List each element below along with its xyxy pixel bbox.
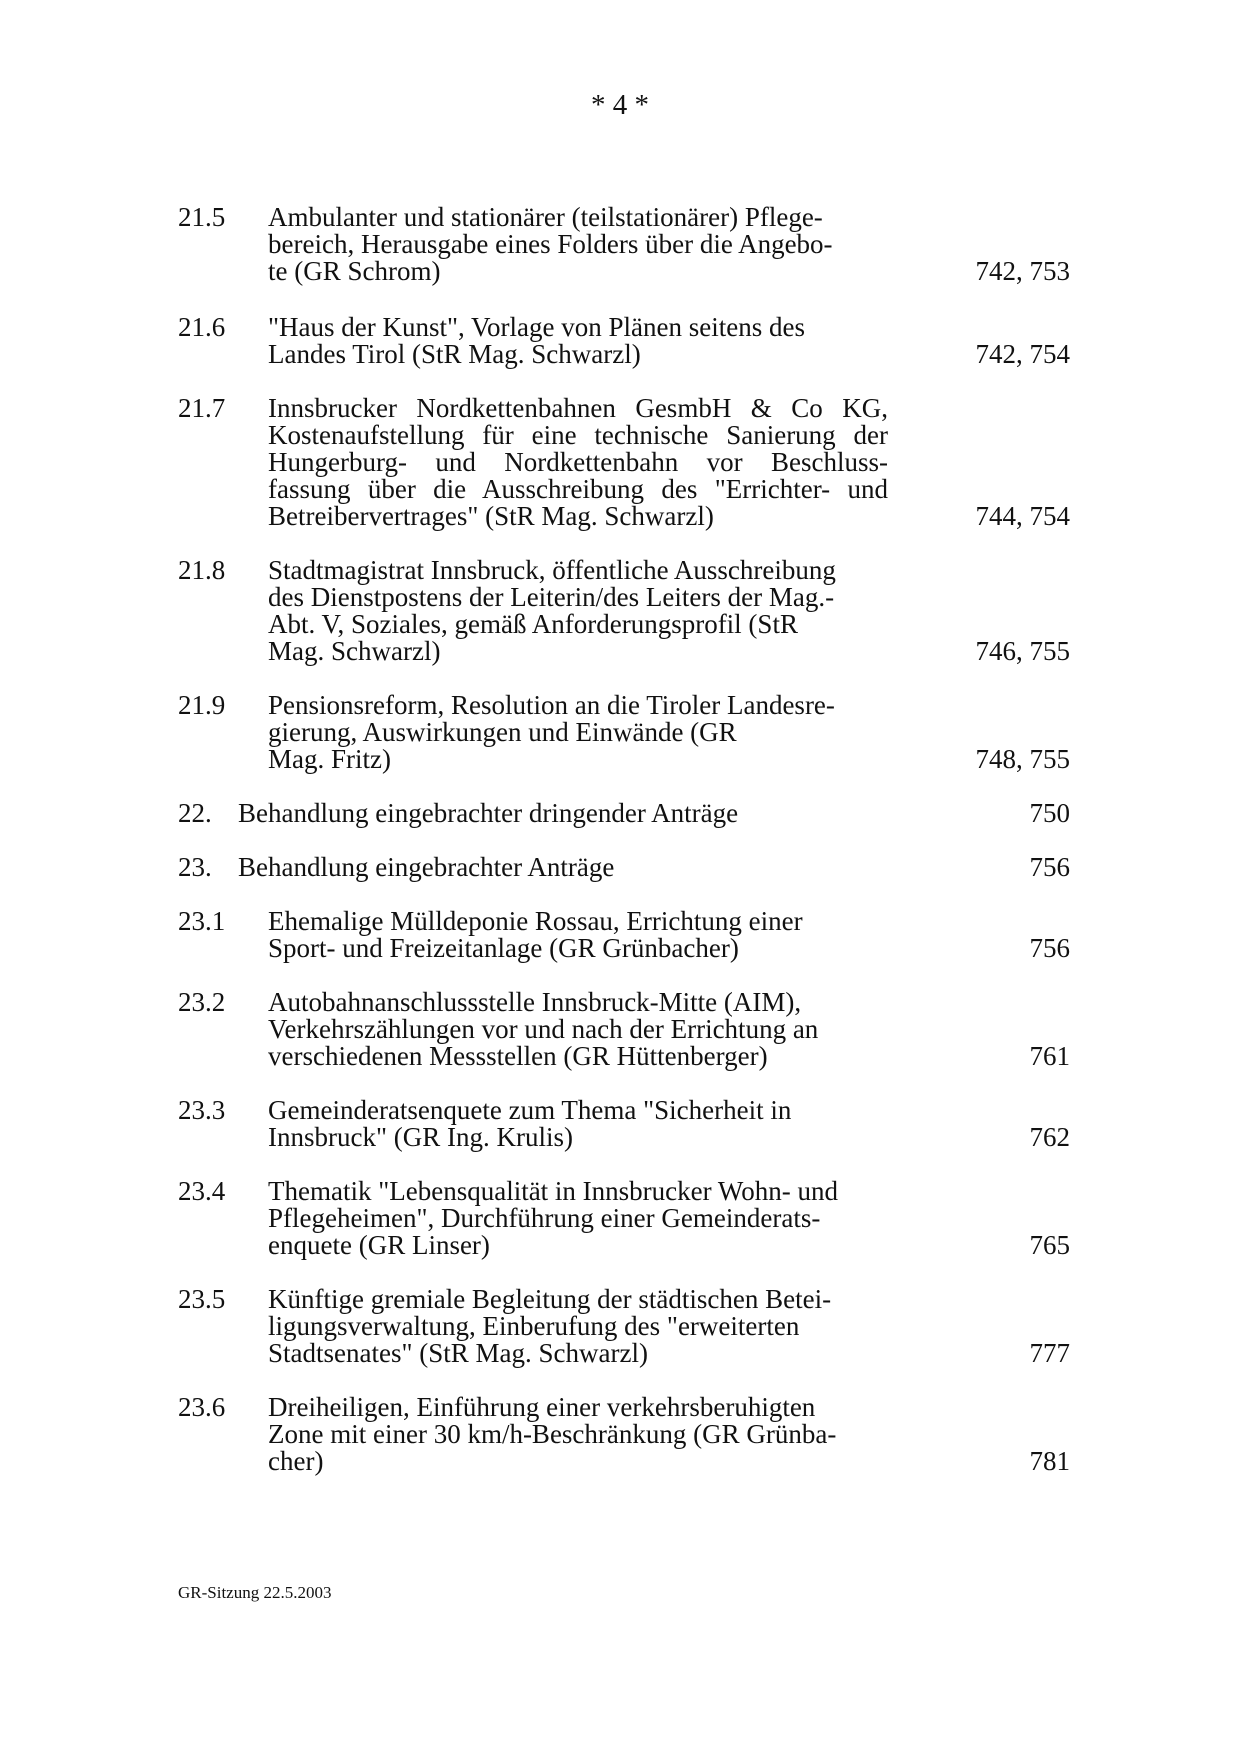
entry-text — [238, 800, 858, 827]
entry-line: fassung über die Ausschreibung des "Errichter- und — [268, 474, 888, 504]
entry-line: Künftige gremiale Begleitung der städtischen Betei- — [268, 1284, 832, 1314]
entry-pages: 756 — [1029, 852, 1070, 882]
toc-entry-23-3 — [178, 1097, 1070, 1151]
entry-number: 22. — [178, 798, 212, 828]
entry-number: 21.6 — [178, 312, 226, 342]
entry-number: 21.9 — [178, 690, 226, 720]
entry-line: Stadtmagistrat Innsbruck, öffentliche Ausschreibung — [268, 555, 836, 585]
entry-line: Mag. Schwarzl) — [268, 636, 441, 666]
toc-entry-21-6 — [178, 314, 1070, 368]
entry-line: enquete (GR Linser) — [268, 1230, 490, 1260]
entry-pages: 746, 755 — [975, 636, 1070, 666]
entry-pages: 750 — [1029, 798, 1070, 828]
entry-line: te (GR Schrom) — [268, 256, 441, 286]
entry-pages: 748, 755 — [975, 744, 1070, 774]
entry-line: Ambulanter und stationärer (teilstationärer) Pflege- — [268, 202, 823, 232]
entry-line: Verkehrszählungen vor und nach der Errichtung an — [268, 1014, 819, 1044]
entry-text — [268, 1097, 888, 1151]
entry-number: 21.8 — [178, 555, 226, 585]
entry-text — [268, 1178, 888, 1259]
entry-text — [238, 854, 858, 881]
entry-number: 23.3 — [178, 1095, 226, 1125]
toc-entry-23-5 — [178, 1286, 1070, 1367]
entry-line: Innsbrucker Nordkettenbahnen GesmbH & Co KG, — [268, 393, 888, 423]
entry-pages: 781 — [1029, 1446, 1070, 1476]
entry-text — [268, 314, 888, 368]
page-number: * 4 * — [591, 89, 649, 121]
entry-line: Pensionsreform, Resolution an die Tiroler Landesre- — [268, 690, 835, 720]
toc-entry-21-8 — [178, 557, 1070, 665]
entry-line: Dreiheiligen, Einführung einer verkehrsberuhigten — [268, 1392, 816, 1422]
entry-line: Ehemalige Mülldeponie Rossau, Errichtung einer — [268, 906, 803, 936]
toc-entry-21-7 — [178, 395, 1070, 530]
entry-text — [268, 204, 888, 285]
entry-pages: 761 — [1029, 1041, 1070, 1071]
entry-line: "Haus der Kunst", Vorlage von Plänen seitens des — [268, 312, 805, 342]
entry-number: 21.5 — [178, 202, 226, 232]
entry-number: 21.7 — [178, 393, 226, 423]
toc-entry-23-6 — [178, 1394, 1070, 1475]
entry-number: 23.2 — [178, 987, 226, 1017]
entry-pages: 777 — [1029, 1338, 1070, 1368]
entry-line: bereich, Herausgabe eines Folders über die Angebo- — [268, 229, 833, 259]
entry-pages: 742, 754 — [975, 339, 1070, 369]
entry-line: Abt. V, Soziales, gemäß Anforderungsprofil (StR — [268, 609, 798, 639]
entry-line: Kostenaufstellung für eine technische Sanierung der — [268, 420, 888, 450]
entry-text — [268, 692, 888, 773]
entry-line: Innsbruck" (GR Ing. Krulis) — [268, 1122, 573, 1152]
entry-line: Zone mit einer 30 km/h-Beschränkung (GR Grünba- — [268, 1419, 837, 1449]
entry-line: gierung, Auswirkungen und Einwände (GR — [268, 717, 737, 747]
toc-entry-23 — [178, 854, 1070, 881]
entry-number: 23.5 — [178, 1284, 226, 1314]
toc-entry-23-4 — [178, 1178, 1070, 1259]
entry-pages: 762 — [1029, 1122, 1070, 1152]
toc-entry-21-5 — [178, 204, 1070, 285]
entry-number: 23.4 — [178, 1176, 226, 1206]
toc-entry-22 — [178, 800, 1070, 827]
entry-pages: 744, 754 — [975, 501, 1070, 531]
entry-pages: 765 — [1029, 1230, 1070, 1260]
entry-pages: 756 — [1029, 933, 1070, 963]
entry-line: Thematik "Lebensqualität in Innsbrucker Wohn- und — [268, 1176, 838, 1206]
entry-line: verschiedenen Messstellen (GR Hüttenberger) — [268, 1041, 768, 1071]
entry-line: cher) — [268, 1446, 324, 1476]
entry-text — [268, 1286, 888, 1367]
toc-entry-21-9 — [178, 692, 1070, 773]
entry-line: Sport- und Freizeitanlage (GR Grünbacher) — [268, 933, 739, 963]
entry-line: Pflegeheimen", Durchführung einer Gemeinderats- — [268, 1203, 821, 1233]
entry-line: Hungerburg- und Nordkettenbahn vor Beschluss- — [268, 447, 888, 477]
entry-text — [268, 557, 888, 665]
entry-line: Betreibervertrages" (StR Mag. Schwarzl) — [268, 501, 714, 531]
entry-line: ligungsverwaltung, Einberufung des "erweiterten — [268, 1311, 800, 1341]
entry-line: Behandlung eingebrachter dringender Anträge — [238, 798, 739, 828]
entry-text — [268, 908, 888, 962]
entry-line: Behandlung eingebrachter Anträge — [238, 852, 615, 882]
entry-line: Stadtsenates" (StR Mag. Schwarzl) — [268, 1338, 648, 1368]
toc-entry-23-1 — [178, 908, 1070, 962]
entry-text — [268, 989, 888, 1070]
entry-number: 23. — [178, 852, 212, 882]
entry-line: des Dienstpostens der Leiterin/des Leiters der Mag.- — [268, 582, 835, 612]
entry-line: Landes Tirol (StR Mag. Schwarzl) — [268, 339, 641, 369]
entry-line: Autobahnanschlussstelle Innsbruck-Mitte (AIM), — [268, 987, 802, 1017]
entry-pages: 742, 753 — [975, 256, 1070, 286]
entry-number: 23.6 — [178, 1392, 226, 1422]
entry-line: Gemeinderatsenquete zum Thema "Sicherheit in — [268, 1095, 792, 1125]
footer-session-date: GR-Sitzung 22.5.2003 — [178, 1583, 332, 1602]
entry-text — [268, 1394, 888, 1475]
entry-number: 23.1 — [178, 906, 226, 936]
toc-entry-23-2 — [178, 989, 1070, 1070]
entry-line: Mag. Fritz) — [268, 744, 391, 774]
entry-text — [268, 395, 888, 530]
